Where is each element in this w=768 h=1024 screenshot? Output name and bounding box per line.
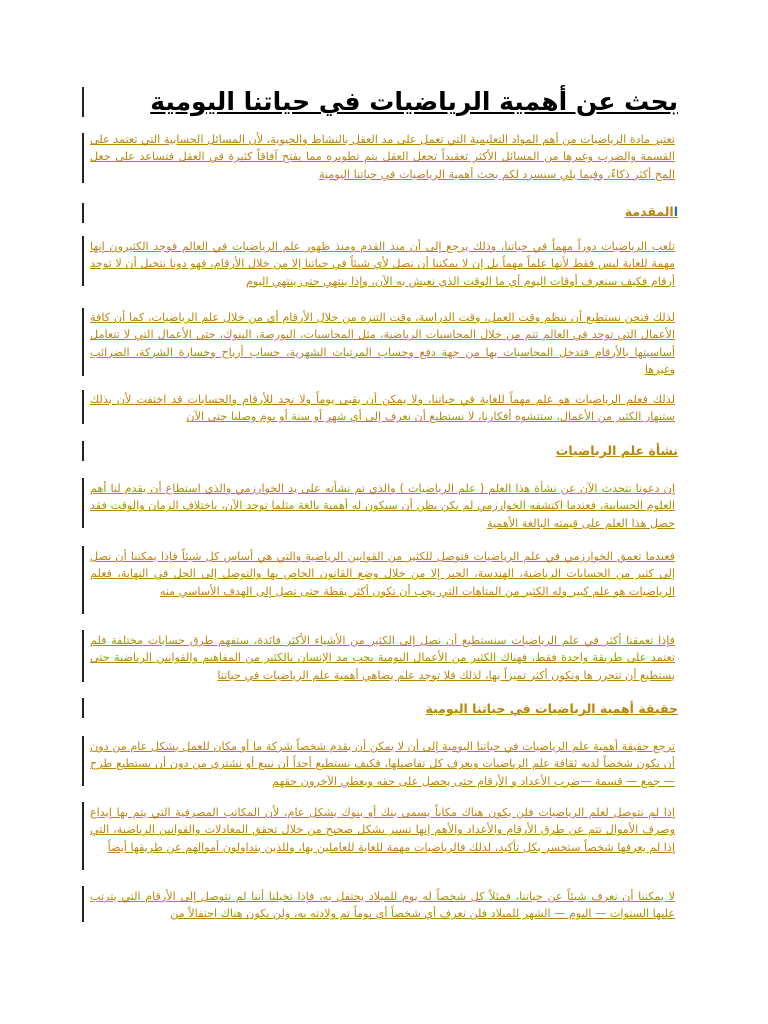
margin-bar: [82, 87, 84, 117]
margin-bar: [82, 546, 84, 614]
paragraph: إن دعونا نتحدث الآن عن نشأة هذا العلم ( علم الرياضيات ) والذي تم نشأته على يد الخوارزمي والذي استطاع أن يقدم لنا أهم العلوم الحسابية، فعندما اكتشفه الخوارزمي لم يكن يظن أن سيكون له أهمية بالغة مثلما توجد الآن، باختلاف الزمان والوقت فقد حصل هذا العلم على قيمته البالغة الأهمية: [90, 482, 675, 530]
paragraph: لا يمكننا أن نعرف شيئاً عن حياتنا، فمثلاً كل شخصاً له يوم للميلاد يحتفل به، فإذا تخيلنا أننا لم نتوصل إلى الأرقام التي يترتب عليها السنوات — اليوم — الشهر للميلاد فلن نعرف أي شخصاً أي يوماً تم ولادته به، ولن يكون هناك احتفالاً من: [90, 890, 675, 921]
section-heading-importance: حقيقة أهمية الرياضيات في حياتنا اليومية: [425, 701, 678, 716]
heading-accent: ا: [673, 204, 678, 219]
margin-bar: [82, 133, 84, 183]
margin-bar: [82, 886, 84, 922]
paragraph: فإذا تعمقنا أكثر في علم الرياضيات سنستطيع أن نصل إلى الكثير من الأشياء الأكثر فائدة، ستفهم طرق حسابات مختلفة فلم تعتمد على طريقة واحدة فقط، فهناك الكثير من الأعمال اليومية يجب مد الإنسان بالكثير من المفاهيم والقوانين الرياضية حتى يستطيع أن تتحرر ها ونكون أكثر تميزاً بها، لذلك فلا توجد علم يضاهي أهمية علم الرياضيات في حياتنا: [90, 634, 675, 682]
paragraph: لذلك فعلم الرياضيات هو علم مهماً للغاية في حياتنا، ولا يمكن أن يقبى يوماً ولا نجد للأرقام والحسابات قد اختفت لأن بذلك ستنهار الكثير من الأعمال، ستتشوه أفكارنا، لا نستطيع أن نعرف إلى أي شهر أو سنة أو يوم وصلنا حتى الآن: [90, 393, 675, 424]
margin-bar: [82, 478, 84, 528]
heading-text: المقدمة: [624, 204, 674, 219]
intro-paragraph: تعتبر مادة الرياضيات من أهم المواد التعليمية التي تعمل على مد العقل بالنشاط والحيوية، لأن المسائل الحسابية التي تعتمد على القسمة والضرب وغيرها من المسائل الأكثر تعقيداً تجعل العقل يتم تطويره مما يفتح آفاقاً كثيرة في العقل فتساعد على جعل المخ أكثر ذكاءً، وفيما يلي سنسرد لكم بحث أهمية الرياضيات في حياتنا اليومية: [90, 133, 675, 181]
paragraph: فعندما تعمق الخوارزمي في علم الرياضيات فتوصل للكثير من القوانين الرياضية والتي هي أساس كل شيئاً فإذا يمكننا أن نصل إلى كثير من الحسابات الرياضية، الهندسة، الجبر إلا من خلال وضع القانون الخاص بها والتوصل إلى الحل في النهاية، فعلم الرياضيات هو علم كبير وله الكثير من المتاهات التي يجب أن تكون أكثر يقظة حتى تصل إلى الهدف الأساسي منه: [90, 550, 675, 598]
paragraph: تلعب الرياضيات دوراً مهماً في حياتنا، وذلك يرجع إلى أن منذ القدم ومنذ ظهور علم الرياضيات في العالم فوجد الكثيرون إنها مهمة للغاية ليس فقط لأنها علماً مهماً بل إن لا يمكننا أن نصل لأي شيئاً في حياتنا إلا من خلال الأرقام، فهو دونا نتخيل أن لا توجد أرقام فكيف سنعرف أوقات اليوم أي ما الوقت الذي نعيش به الآن، وإذا ينتهي حتى ينتهي اليوم: [90, 240, 675, 288]
section-heading-origin: نشأة علم الرياضيات: [555, 443, 678, 458]
margin-bar: [82, 630, 84, 682]
section-heading-intro: [90, 202, 678, 222]
paragraph: لذلك فنحن نستطيع أن ننظم وقت العمل، وقت الدراسة، وقت التنزه من خلال الأرقام أي من خلال علم الرياضيات، كما أن كافة الأعمال التي توجد في العالم تتم من خلال المحاسبات الرياضية، مثل المحاسبات، البورصة، البنوك، حتى الأعمال التي لا تتعامل أساسيتها بالأرقام فتدخل المحاسبات بها من جهة دفع وحساب المرتبات الشهرية، حساب أرباح وخسارة الشركة، الضرائب وغيرها: [90, 311, 675, 376]
margin-bar: [82, 390, 84, 424]
margin-bar: [82, 236, 84, 286]
margin-bar: [82, 203, 84, 223]
paragraph: إذا لم نتوصل لعلم الرياضيات فلن يكون هناك مكاناً يسمى بنك أو بنوك بشكل عام، لأن المكاتب المصرفية التي يتم بها إيداع وصرف الأموال تتم عن طرق الأرقام والأعداد والأهم إنها تسير بشكل صحيح من خلال تحقق المعادلات والقوانين الرياضية، التي إذا لم يعرفها شخصاً ستخسر بكل تأكيد، لذلك فالرياضيات مهمة للغاية للعاملين بها، وللذين يتداولون أموالهم عن طريقها أيضاً: [90, 806, 675, 854]
paragraph: ترجع حقيقة أهمية علم الرياضيات في حياتنا اليومية إلى أن لا يمكن أن يقدم شخصاً شركة ما أو مكان للعمل بشكل عام من دون أن يكون شخصاً لديه ثقافة علم الرياضيات ويعرف كل تفاصيلها، فكيف نستطيع أحداً أن نبيع أو نشتري من دون أن يستطيع طرح — جمع — قسمة —ضرب الأعداد و الأرقام حتى يحصل على حقه ويعطي الآخرون حقهم: [90, 740, 675, 788]
margin-bar: [82, 736, 84, 786]
margin-bar: [82, 698, 84, 718]
page-title: بحث عن أهمية الرياضيات في حياتنا اليومية: [150, 87, 678, 116]
margin-bar: [82, 308, 84, 376]
margin-bar: [82, 441, 84, 461]
margin-bar: [82, 802, 84, 870]
